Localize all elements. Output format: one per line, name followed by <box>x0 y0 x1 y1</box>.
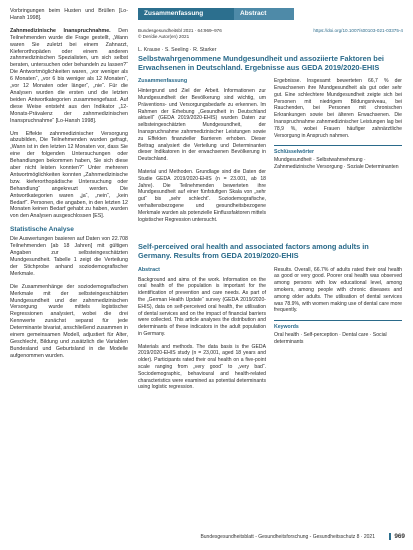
body-paragraph: Vorbringungen beim Husten und Brüllen [Lo-Hansh 1998]. <box>10 8 128 21</box>
abstract-paragraph: Material und Methoden. Grundlage sind die Daten der Studie GEDA 2019/2020-EHIS (n = 23.001, ab 18 Jahre). Die Teilnehmenden bewerteten ihre Mundgesundheit auf einer fünfstufigen Skala von „sehr gut“ bis „sehr schlecht“. Soziodemografische, verhaltensbezogene und gesundheitsbezogene Merkmale wurden als potenzielle Einflussfaktoren mittels logistischer Regression untersucht. <box>138 168 266 223</box>
body-paragraph: Um Effekte zahnmedizinischer Versorgung abzubilden, Die Teilnehmenden wurden gefragt, „Wann ist in den letzten 12 Monaten vor, dass Sie eine der folgenden Untersuchungen oder Behandlungen bekommen haben, Sie sich diese aber nicht leisten konnten?“ Unter mehreren Antwortmöglichkeiten konnten „Zahnmedizinische bzw. kieferorthopädische Untersuchung oder Behandlung“ angekreuzt werden. Die Antwortkategorien waren „ja“, „nein“, „kein Bedarf“. Personen, die angaben, in den letzten 12 Monaten keinen Bedarf gehabt zu haben, wurden von den Analysen ausgeschlossen [ES]. <box>10 130 128 220</box>
abstract-german-left <box>138 78 266 229</box>
abstract-paragraph: Background and aims of the work. Information on the oral health of the population is important for the identification of prevention and care needs. As part of the „German Health Update“ survey (GEDA 2019/2020-EHIS), data on self-perceived oral health, the utilisation of dental services and on the impact of financial barriers were collected. This article analyses the distribution and determinants of these indicators in the adult population in Germany. <box>138 276 266 337</box>
section-heading: Statistische Analyse <box>10 226 74 234</box>
page-footer <box>0 533 413 545</box>
body-paragraph <box>10 28 128 125</box>
divider <box>274 320 402 321</box>
abstract-german-right <box>274 78 402 229</box>
abstract-english-left <box>138 267 266 398</box>
body-paragraph: Die Zusammenhänge der soziodemografischen Merkmale mit der selbsteingeschätzten Mundgesundheit und der zahnmedizinischen Versorgung wurde mittels logistischer Regressionen analysiert, wobei die drei Kennwerte zunächst separat für jede Determinante bivariat, anschließend zusammen in einem gemeinsamen Modell, adjustiert für Alter, Geschlecht, Bildung und zusätzlich die Variablen Bundesland und Geburtsland in die Modelle aufgenommen wurden. <box>10 283 128 359</box>
abstract-paragraph: Ergebnisse. Insgesamt bewerteten 66,7 % der Erwachsenen ihre Mundgesundheit als gut oder sehr gut. Eine schlechtere Mundgesundheit zeigte sich bei Personen mit niedrigem Bildungsniveau, bei Rauchenden, bei Personen mit chronischen Erkrankungen sowie bei älteren Erwachsenen. Die Inanspruchnahme zahnmedizinischer Leistungen lag bei 78,9 %, wobei Frauen häufiger zahnärztliche Versorgung in Anspruch nahmen. <box>274 78 402 139</box>
citation-row <box>138 28 403 33</box>
divider <box>274 145 402 146</box>
authors: L. Krause · S. Seeling · R. Starker <box>138 47 217 53</box>
keywords: Mundgesundheit · Selbstwahrnehmung · Zahnmedizinische Versorgung · Soziale Determinanten <box>274 157 399 171</box>
doi-link[interactable]: https://doi.org/10.1007/s00103-021-03375-4 <box>313 28 403 33</box>
abstract-column <box>138 8 403 528</box>
keywords: Oral health · Self-perception · Dental care · Social determinants <box>274 332 387 345</box>
tab-zusammenfassung: Zusammenfassung <box>138 8 234 20</box>
body-text: Den Teilnehmenden wurde die Frage gestellt, „Wann waren Sie zuletzt bei einem Zahnarzt, Kieferorthopäden oder einem anderen zahnmedizinischen Spezialisten, um sich selbst beraten, untersuchen oder behandeln zu lassen?“ Die Antwortmöglichkeiten waren, „vor weniger als 6 Monaten“, „vor 6 bis weniger als 12 Monaten“, „vor 12 Monaten oder länger“, „nie“. Für die Analysen wurden die ersten und die letzten beiden Antwortkategorien zusammengefasst. Auf diese Weise entsteht aus den Indikator „12-Monats-Prävalenz der zahnmedizinischen Inanspruchnahme“ [Lo-Hansh 1998]. <box>10 27 128 124</box>
copyright: © Der/die Autor(en) 2021 <box>138 34 190 39</box>
tab-abstract: Abstract <box>234 8 294 20</box>
left-column <box>10 8 128 528</box>
abstract-tabbar <box>138 8 403 20</box>
article-title-english: Self-perceived oral health and associated factors among adults in Germany. Results from GEDA 2019/2020-EHIS <box>138 242 369 260</box>
body-paragraph: Die Auswertungen basieren auf Daten von 22.708 Teilnehmenden [ab 18 Jahren] mit gültigen Angaben zur selbsteingeschätzten Mundgesundheit. Tabelle 1 zeigt die Verteilung der Stichprobe anhand soziodemografischer Merkmale. <box>10 236 128 277</box>
keywords-label: Keywords <box>274 324 299 331</box>
inline-heading: Zahnmedizinische Inanspruchnahme. <box>10 27 111 34</box>
abstract-german <box>138 78 403 229</box>
keywords-label: Schlüsselwörter <box>274 149 315 156</box>
abstract-paragraph: Hintergrund und Ziel der Arbeit. Informationen zur Mundgesundheit der Bevölkerung sind wichtig, um Präventions- und Versorgungsbedarfe zu erkennen. Im Rahmen der Erhebung „Gesundheit in Deutschland aktuell“ (GEDA 2019/2020-EHIS) wurden Daten zur selbsteingeschätzten Mundgesundheit, der Inanspruchnahme zahnmedizinischer Leistungen sowie zu Effekten finanzieller Barrieren erhoben. Dieser Beitrag analysiert die Verteilung und Determinanten dieser Indikatoren in der erwachsenen Bevölkerung in Deutschland. <box>138 88 266 163</box>
abstract-paragraph: Results. Overall, 66.7% of adults rated their oral health as good or very good. Poorer oral health was observed among persons with low educational level, among smokers, among people with chronic diseases and among older adults. The utilisation of dental services was 78.9%, with women making use of dental care more frequently. <box>274 266 402 314</box>
abstract-heading: Abstract <box>138 266 160 273</box>
journal-reference: Bundesgesundheitsbl 2021 · 64:969–976 <box>138 28 222 33</box>
page-number: 969 <box>389 533 405 540</box>
abstract-english <box>138 267 403 398</box>
abstract-heading: Zusammenfassung <box>138 78 188 85</box>
footer-journal: Bundesgesundheitsblatt - Gesundheitsforschung - Gesundheitsschutz 8 · 2021 <box>200 534 375 540</box>
abstract-english-right <box>274 267 402 398</box>
abstract-paragraph: Materials and methods. The data basis is the GEDA 2019/2020-EHIS study (n = 23,001, aged 18 years and older). Participants rated their oral health on a five-point scale ranging from „very good“ to „very bad“. Sociodemographic, behavioural and health-related characteristics were examined as potential determinants using logistic regression. <box>138 343 266 391</box>
article-title-german: Selbstwahrgenommene Mundgesundheit und assoziierte Faktoren bei Erwachsenen in Deutschland. Ergebnisse aus GEDA 2019/2020-EHIS <box>138 54 384 72</box>
